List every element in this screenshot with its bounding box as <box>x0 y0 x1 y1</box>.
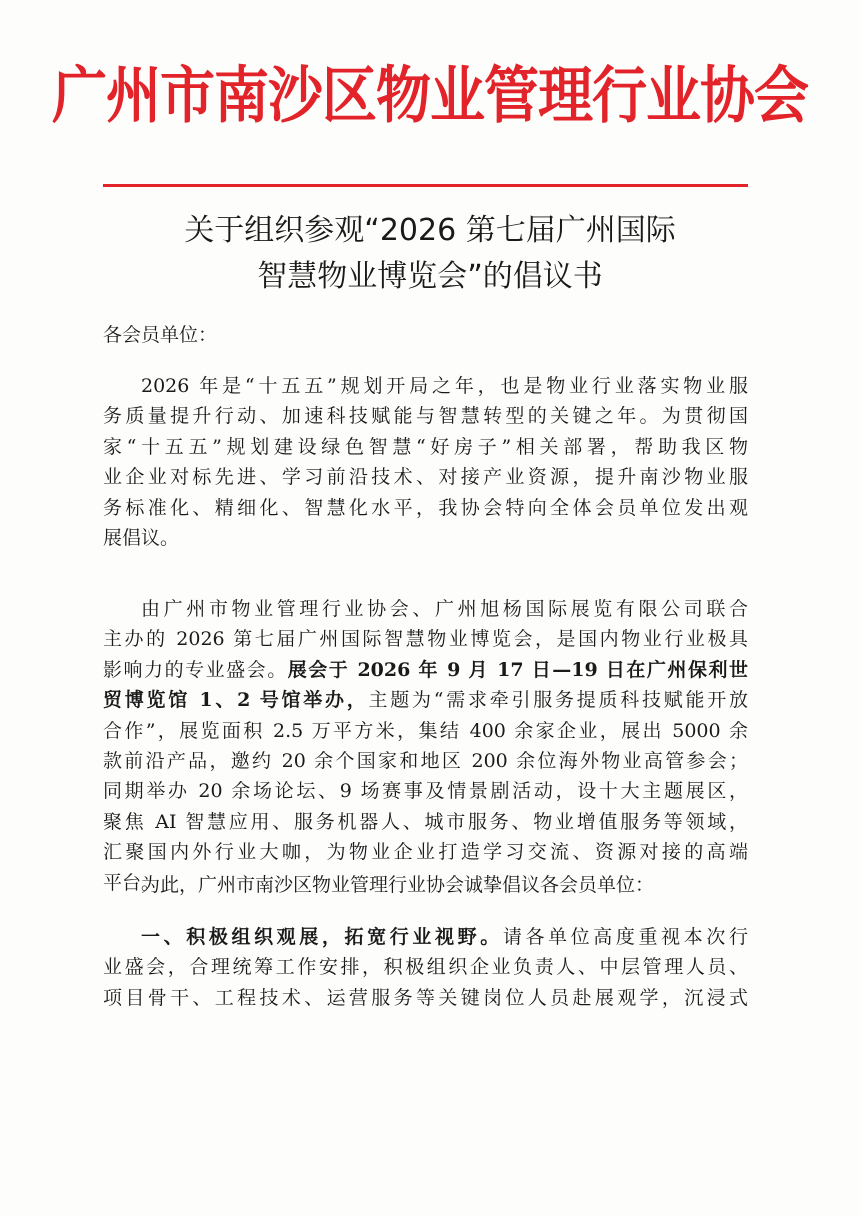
paragraph-line: 业企业对标先进、学习前沿技术、对接产业资源，提升南沙物业服 <box>103 466 748 489</box>
paragraph-line: 聚焦 AI 智慧应用、服务机器人、城市服务、物业增值服务等领域， <box>103 810 748 833</box>
paragraph-line: 平台。 <box>103 871 161 894</box>
exhibition-date-venue-bold: 展会于 2026 年 9 月 17 日—19 日在广州保利世 <box>287 658 748 681</box>
paragraph-line: 为此，广州市南沙区物业管理行业协会诚挚倡议各会员单位： <box>141 874 655 896</box>
proposal-heading-1: 一、积极组织观展，拓宽行业视野。 <box>141 926 503 948</box>
letterhead-red-rule <box>103 184 748 187</box>
paragraph-line: 业盛会，合理统筹工作安排，积极组织企业负责人、中层管理人员、 <box>103 956 748 979</box>
paragraph-line: 主办的 2026 第七届广州国际智慧物业博览会，是国内物业行业极具 <box>103 628 748 651</box>
paragraph-line: 家“十五五”规划建设绿色智慧“好房子”相关部署，帮助我区物 <box>103 435 748 458</box>
paragraph-line: 项目骨干、工程技术、运营服务等关键岗位人员赴展观学，沉浸式 <box>103 986 748 1009</box>
paragraph-line <box>103 655 748 685</box>
paragraph-line: 同期举办 20 余场论坛、9 场赛事及情景剧活动，设十大主题展区， <box>103 780 748 803</box>
paragraph-3 <box>103 870 748 900</box>
document-title <box>0 208 860 300</box>
paragraph-line: 展倡议。 <box>103 526 180 549</box>
paragraph-line: 汇聚国内外行业大咖，为物业企业打造学习交流、资源对接的高端 <box>103 841 748 864</box>
paragraph-2 <box>103 594 748 898</box>
paragraph-line: 由广州市物业管理行业协会、广州旭杨国际展览有限公司联合 <box>141 598 748 620</box>
paragraph-line <box>103 922 748 952</box>
salutation: 各会员单位： <box>103 324 218 346</box>
paragraph-line: 务质量提升行动、加速科技赋能与智慧转型的关键之年。为贯彻国 <box>103 405 748 428</box>
paragraph-line: 务标准化、精细化、智慧化水平，我协会特向全体会员单位发出观 <box>103 496 748 519</box>
document-title-line-1: 关于组织参观“2026 第七届广州国际 <box>184 213 676 248</box>
paragraph-line: 2026 年是“十五五”规划开局之年，也是物业行业落实物业服 <box>141 375 748 397</box>
paragraph-line <box>103 685 748 715</box>
paragraph-line: 合作”，展览面积 2.5 万平方米，集结 400 余家企业，展出 5000 余 <box>103 719 748 742</box>
paragraph-text: 主题为“需求牵引服务提质科技赋能开放 <box>368 689 748 712</box>
paragraph-text: 影响力的专业盛会。 <box>103 658 288 681</box>
document-title-line-2: 智慧物业博览会”的倡议书 <box>257 259 603 294</box>
letterhead-org-name: 广州市南沙区物业管理行业协会 <box>51 58 808 131</box>
paragraph-4 <box>103 922 748 1013</box>
paragraph-1 <box>103 371 748 553</box>
paragraph-line: 款前沿产品，邀约 20 余个国家和地区 200 余位海外物业高管参会； <box>103 749 748 772</box>
paragraph-text: 请各单位高度重视本次行 <box>502 926 748 948</box>
exhibition-venue-bold: 贸博览馆 1、2 号馆举办， <box>103 689 369 712</box>
